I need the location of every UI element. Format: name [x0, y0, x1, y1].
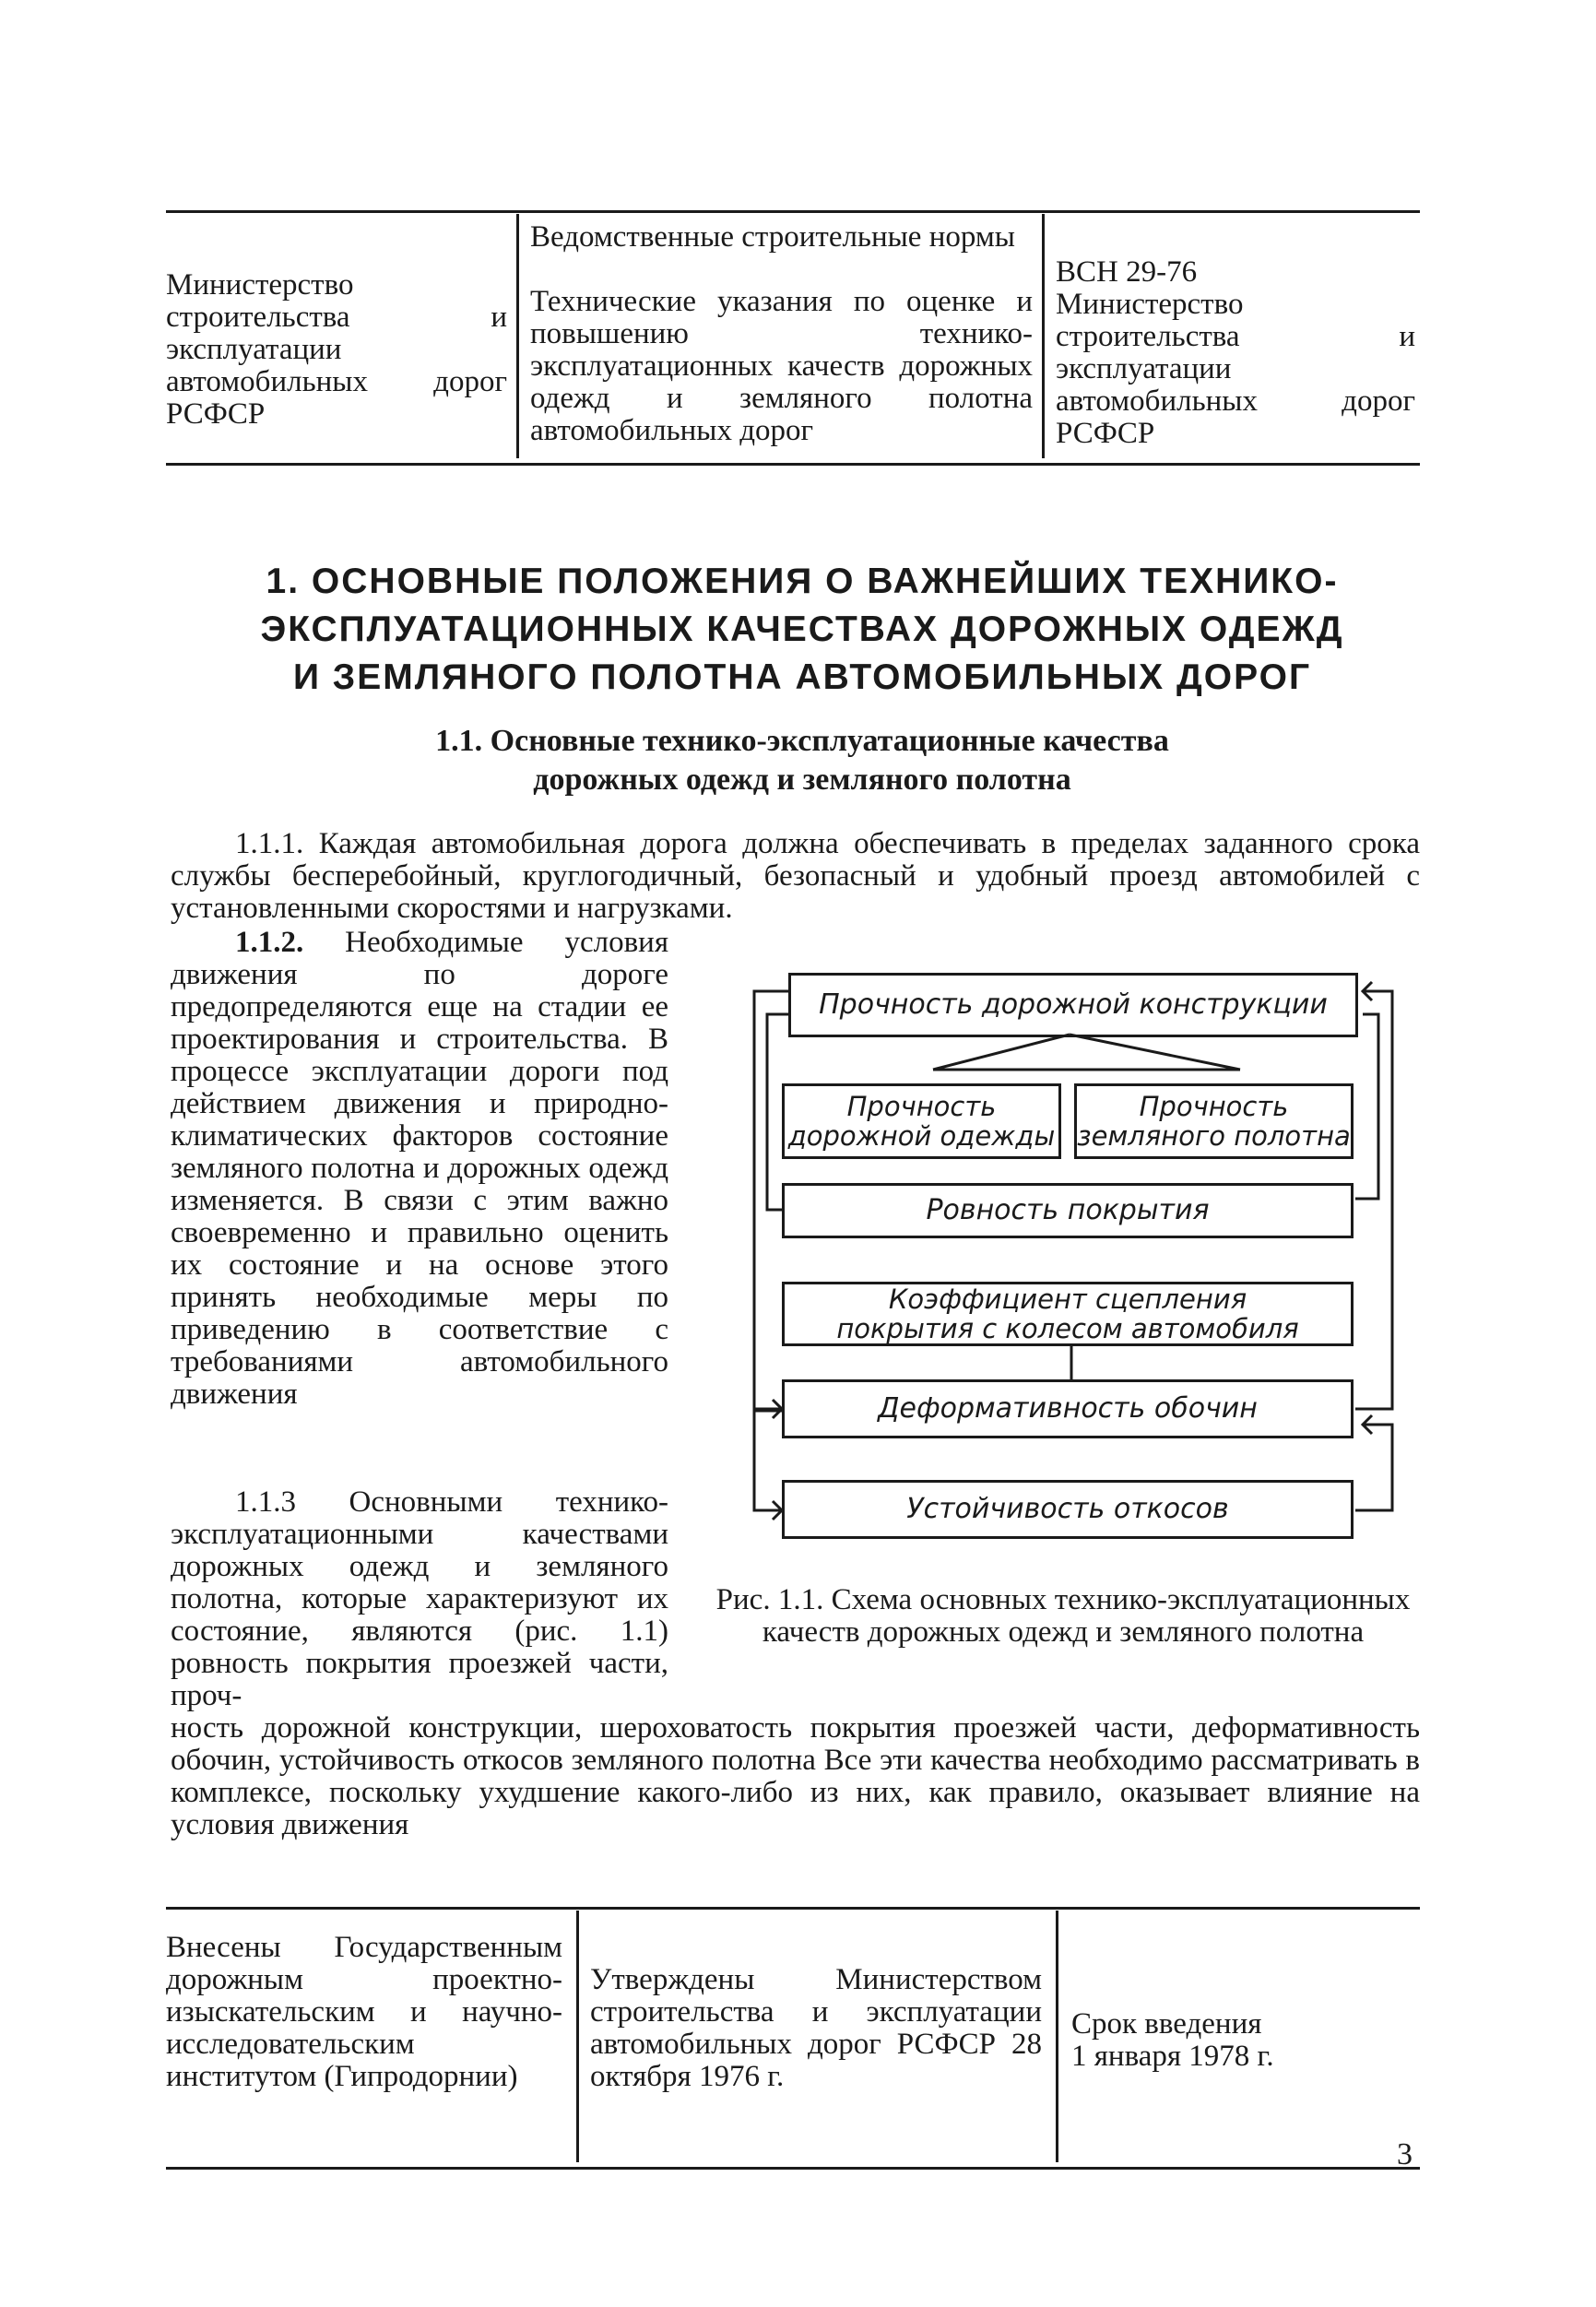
subsection-title [350, 722, 1254, 799]
subsection-title-line-2: дорожных одежд и земляного полотна [533, 763, 1071, 797]
page-number: 3 [1397, 2137, 1413, 2171]
diagram-box-slope-stability: Устойчивость откосов [782, 1480, 1354, 1539]
header-doc-title: Технические указания по оценке и повышению технико-эксплуатационных качеств дорожных одежд и земляного полотна автомобильных дорог [530, 285, 1033, 447]
left-lower-bracket [754, 1411, 782, 1510]
section-title-line-2: ЭКСПЛУАТАЦИОННЫХ КАЧЕСТВАХ ДОРОЖНЫХ ОДЕЖД [260, 609, 1344, 649]
footer-submitted-by: Внесены Государственным дорожным проектно-изыскательским и научно-исследовательским институтом (Гипродорнии) [166, 1931, 562, 2093]
footer-top-rule [166, 1907, 1420, 1910]
header-doc-code: ВСН 29-76 [1056, 255, 1198, 289]
paragraph-1-1-2-number: 1.1.2. [235, 926, 304, 959]
footer-divider-2 [1056, 1911, 1058, 2162]
section-title [258, 558, 1346, 702]
figure-caption: Рис. 1.1. Схема основных технико-эксплуатационных качеств дорожных одежд и земляного полотна [715, 1583, 1411, 1649]
paragraph-1-1-3-full: ность дорожной конструкции, шероховатость покрытия проезжей части, деформативность обочин, устойчивость откосов земляного полотна Все эти качества необходимо рассматривать в комплексе, поскольку ухудшение какого-либо из них, как правило, оказывает влияние на условия движения [171, 1711, 1420, 1841]
paragraph-1-1-2 [171, 927, 668, 1411]
diagram-box-subgrade-strength: Прочность земляного полотна [1074, 1083, 1354, 1159]
header-org-right: Министерство строительства и эксплуатации автомобильных дорог РСФСР [1056, 288, 1415, 450]
header-bottom-rule [166, 463, 1420, 466]
diagram-box-friction-coefficient: Коэффициент сцепления покрытия с колесом автомобиля [782, 1282, 1354, 1346]
subsection-title-line-1: 1.1. Основные технико-эксплуатационные качества [435, 724, 1169, 758]
paragraph-1-1-2-text: Необходимые условия движения по дороге предопределяются еще на стадии ее проектирования и строительства. В процессе эксплуатации дороги под действием движения и природно-климатических факторов состояние земляного полотна и дорожных одежд изменяется. В связи с этим важно своевременно и правильно оценить их состояние и на основе этого принять необходимые меры по приведению в соответствие с требованиями автомобильного движения [171, 926, 668, 1411]
right-inner-bracket [1355, 1014, 1378, 1199]
diagram-box-surface-evenness: Ровность покрытия [782, 1183, 1354, 1238]
section-title-line-3: И ЗЕМЛЯНОГО ПОЛОТНА АВТОМОБИЛЬНЫХ ДОРОГ [292, 657, 1312, 697]
footer-effective-date [1071, 2008, 1413, 2073]
footer-effective-value: 1 января 1978 г. [1071, 2040, 1274, 2073]
paragraph-1-1-1: 1.1.1. Каждая автомобильная дорога должна обеспечивать в пределах заданного срока службы бесперебойный, круглогодичный, безопасный и удобный проезд автомобилей с установленными скоростями и нагрузками. [171, 827, 1420, 925]
paragraph-1-1-3-left: 1.1.3 Основными технико-эксплуатационными качествами дорожных одежд и земляного полотна, которые характеризуют их состояние, являются (рис. 1.1) ровность покрытия проезжей части, проч- [171, 1485, 668, 1712]
footer-approved-by: Утверждены Министерством строительства и эксплуатации автомобильных дорог РСФСР 28 октября 1976 г. [590, 1963, 1042, 2093]
header-divider-1 [516, 214, 519, 458]
diagram-connectors [738, 968, 1420, 1549]
right-lower-bracket [1355, 1425, 1392, 1510]
connector-box1-box3 [1070, 1035, 1240, 1070]
header-divider-2 [1042, 214, 1045, 458]
header-org-left: Министерство строительства и эксплуатации автомобильных дорог РСФСР [166, 268, 507, 431]
section-title-line-1: 1. ОСНОВНЫЕ ПОЛОЖЕНИЯ О ВАЖНЕЙШИХ ТЕХНИКО- [266, 562, 1339, 601]
footer-divider-1 [576, 1911, 579, 2162]
header-top-rule [166, 210, 1420, 213]
diagram-box-pavement-strength: Прочность дорожной одежды [782, 1083, 1061, 1159]
connector-box1-box2 [933, 1035, 1070, 1070]
footer-effective-label: Срок введения [1071, 2007, 1262, 2041]
diagram-box-structure-strength: Прочность дорожной конструкции [788, 973, 1358, 1037]
header-norms-title: Ведомственные строительные нормы [530, 220, 1015, 254]
footer-bottom-rule [166, 2167, 1420, 2170]
diagram-box-shoulder-deformability: Деформативность обочин [782, 1379, 1354, 1438]
